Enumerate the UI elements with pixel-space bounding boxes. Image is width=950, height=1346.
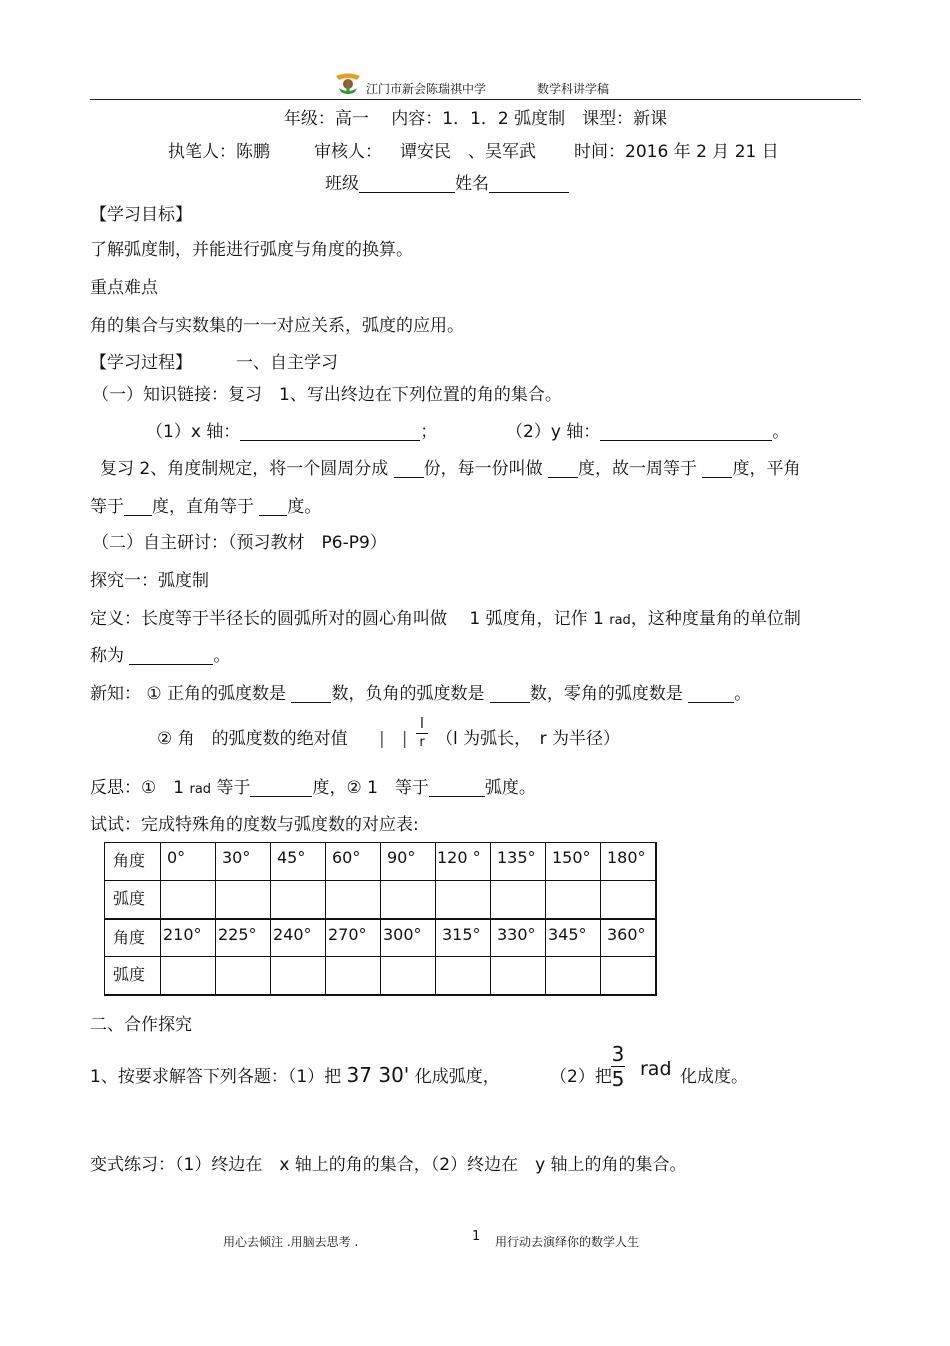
variant-exercise-line: 变式练习：（1）终边在 x 轴上的角的集合，（2）终边在 y 轴上的角的集合。: [90, 1155, 687, 1175]
degree-cell: 240°: [271, 919, 326, 957]
page-number: 1: [472, 1229, 481, 1244]
l-over-r-fraction: [414, 716, 430, 751]
table-row-degrees-1: [105, 843, 656, 881]
x-axis-semicolon: ；: [420, 422, 438, 442]
radian-answer-cell[interactable]: [436, 957, 491, 995]
q1-d: 化成度。: [680, 1067, 748, 1087]
degree-cell: 180°: [601, 843, 656, 881]
degree-label-cell: 角度: [105, 843, 161, 881]
fraction-denominator: r: [419, 735, 425, 750]
new1-a: 新知： ① 正角的弧度数是: [90, 684, 287, 704]
new1-b: 数，负角的弧度数是: [331, 684, 485, 704]
key-heading: 重点难点: [90, 278, 158, 298]
cooperative-heading: 二、合作探究: [90, 1015, 192, 1035]
q1-rad: rad: [640, 1058, 672, 1080]
table-row-radians-2: [105, 957, 656, 995]
table-row-degrees-2: [105, 919, 656, 957]
knowledge-link-line: （一）知识链接：复习 1、写出终边在下列位置的角的集合。: [92, 385, 562, 405]
degree-cell: 45°: [271, 843, 326, 881]
degree-label-cell: 角度: [105, 919, 161, 957]
review2-b: 份，每一份叫做: [423, 459, 543, 479]
definition-line2: [90, 641, 230, 666]
radian-answer-cell[interactable]: [491, 881, 546, 919]
reflect-b: 等于: [216, 778, 251, 798]
radian-answer-cell[interactable]: [216, 957, 271, 995]
radian-answer-cell[interactable]: [216, 881, 271, 919]
new1-blank3[interactable]: [688, 685, 734, 703]
review2-a: 复习 2、角度制规定，将一个圆周分成: [100, 459, 389, 479]
review2-e: 等于: [90, 497, 124, 517]
radian-answer-cell[interactable]: [601, 957, 656, 995]
definition-rad: rad: [609, 613, 631, 628]
new2-a: ② 角 的弧度数的绝对值: [157, 729, 348, 749]
degree-cell: 30°: [216, 843, 271, 881]
reflect-blank2[interactable]: [429, 779, 485, 797]
q1-c: （2）把: [550, 1067, 612, 1087]
degree-cell: 150°: [546, 843, 601, 881]
header-rule: [90, 99, 861, 100]
radian-answer-cell[interactable]: [326, 881, 381, 919]
degree-cell: 300°: [381, 919, 436, 957]
fraction-numerator: l: [420, 716, 424, 732]
radian-label-cell: 弧度: [105, 881, 161, 919]
review2-blank4[interactable]: [124, 498, 152, 516]
three-fifths-fraction: [607, 1042, 629, 1091]
reflect-d: 弧度。: [484, 778, 536, 798]
review2-blank5[interactable]: [259, 498, 287, 516]
radian-answer-cell[interactable]: [546, 881, 601, 919]
new1-d: 。: [734, 684, 752, 704]
new1-blank1[interactable]: [291, 685, 331, 703]
review2-blank1[interactable]: [394, 460, 424, 478]
radian-label-cell: 弧度: [105, 957, 161, 995]
radian-answer-cell[interactable]: [271, 881, 326, 919]
self-study-heading: 一、自主学习: [236, 353, 338, 373]
radian-answer-cell[interactable]: [381, 881, 436, 919]
goal-heading: 【学习目标】: [90, 205, 192, 225]
meta-reviewers: 谭安民 、吴军武: [400, 142, 536, 162]
new-knowledge-line1: [90, 679, 751, 704]
x-axis-blank[interactable]: [240, 423, 420, 441]
reflect-line: [90, 773, 536, 798]
definition-blank[interactable]: [129, 647, 213, 665]
radian-answer-cell[interactable]: [436, 881, 491, 919]
new1-c: 数，零角的弧度数是: [529, 684, 683, 704]
definition-d: 。: [213, 646, 231, 666]
reflect-c: 度，② 1 等于: [312, 778, 429, 798]
review2-c: 度，故一周等于: [578, 459, 698, 479]
explore1-heading: 探究一：弧度制: [90, 571, 209, 591]
degree-cell: 120 °: [436, 843, 491, 881]
radian-answer-cell[interactable]: [491, 957, 546, 995]
radian-answer-cell[interactable]: [161, 957, 216, 995]
degree-radian-table: [104, 842, 657, 996]
degree-cell: 0°: [161, 843, 216, 881]
goal-text: 了解弧度制，并能进行弧度与角度的换算。: [90, 240, 413, 260]
degree-cell: 60°: [326, 843, 381, 881]
x-axis-label: （1）x 轴：: [146, 422, 241, 442]
header-subject: 数学科讲学稿: [537, 82, 610, 96]
radian-answer-cell[interactable]: [326, 957, 381, 995]
footer-right: 用行动去演绎你的数学人生: [495, 1235, 640, 1249]
footer-left: 用心去倾注 .用脑去思考 .: [223, 1235, 359, 1249]
meta-line1: 年级：高一 内容：1．1．2 弧度制 课型：新课: [283, 109, 668, 129]
degree-cell: 315°: [436, 919, 491, 957]
degree-cell: 135°: [491, 843, 546, 881]
self-research-line: （二）自主研讨：（预习教材 P6-P9）: [92, 533, 387, 553]
school-logo-icon: [333, 70, 363, 96]
new1-blank2[interactable]: [490, 685, 530, 703]
degree-cell: 345°: [546, 919, 601, 957]
reflect-rad: rad: [189, 782, 212, 797]
q1-denominator: 5: [611, 1067, 625, 1091]
key-text: 角的集合与实数集的一一对应关系，弧度的应用。: [90, 316, 464, 336]
class-name-line: [325, 169, 569, 194]
definition-a: 定义：长度等于半径长的圆弧所对的圆心角叫做 1 弧度角，记作 1: [90, 609, 604, 629]
degree-cell: 210°: [161, 919, 216, 957]
meta-reviewer-label: 审核人：: [314, 142, 382, 162]
q1-a: 1、按要求解答下列各题：（1）把: [90, 1067, 342, 1087]
radian-answer-cell[interactable]: [161, 881, 216, 919]
degree-cell: 270°: [326, 919, 381, 957]
review2-line2: [90, 492, 321, 517]
meta-date: 时间：2016 年 2 月 21 日: [574, 142, 779, 162]
y-axis-period: 。: [772, 422, 790, 442]
process-heading: 【学习过程】: [90, 353, 192, 373]
reflect-blank1[interactable]: [250, 779, 312, 797]
y-axis-blank[interactable]: [600, 423, 772, 441]
q1-angle: 37 30': [346, 1063, 410, 1087]
name-label: 姓名: [455, 174, 489, 194]
x-axis-question: [146, 417, 437, 442]
question1-line: [90, 1062, 500, 1087]
y-axis-label: （2）y 轴：: [506, 422, 601, 442]
review2-line: [100, 454, 800, 479]
new2-b: （l 为弧长， r 为半径）: [436, 729, 621, 749]
definition-b: ，这种度量角的单位制: [630, 609, 801, 629]
radian-answer-cell[interactable]: [381, 957, 436, 995]
degree-cell: 90°: [381, 843, 436, 881]
radian-answer-cell[interactable]: [601, 881, 656, 919]
new2-abs: | |: [379, 729, 408, 749]
name-blank[interactable]: [489, 175, 569, 193]
review2-f: 度，直角等于: [152, 497, 254, 517]
radian-answer-cell[interactable]: [546, 957, 601, 995]
review2-g: 度。: [287, 497, 322, 517]
review2-d: 度，平角: [732, 459, 801, 479]
table-row-radians-1: [105, 881, 656, 919]
review2-blank3[interactable]: [702, 460, 732, 478]
reflect-a: 反思：① 1: [90, 778, 185, 798]
definition-c: 称为: [90, 646, 124, 666]
meta-author: 执笔人：陈鹏: [168, 142, 270, 162]
degree-cell: 360°: [601, 919, 656, 957]
review2-blank2[interactable]: [548, 460, 578, 478]
degree-cell: 225°: [216, 919, 271, 957]
degree-cell: 330°: [491, 919, 546, 957]
radian-answer-cell[interactable]: [271, 957, 326, 995]
q1-b: 化成弧度，: [414, 1067, 500, 1087]
class-blank[interactable]: [359, 175, 455, 193]
y-axis-question: [506, 417, 789, 442]
class-label: 班级: [325, 174, 359, 194]
definition-line: [90, 604, 801, 629]
try-line: 试试：完成特殊角的度数与弧度数的对应表:: [90, 815, 419, 835]
q1-numerator: 3: [611, 1042, 625, 1066]
header-school: 江门市新会陈瑞祺中学: [366, 82, 487, 96]
